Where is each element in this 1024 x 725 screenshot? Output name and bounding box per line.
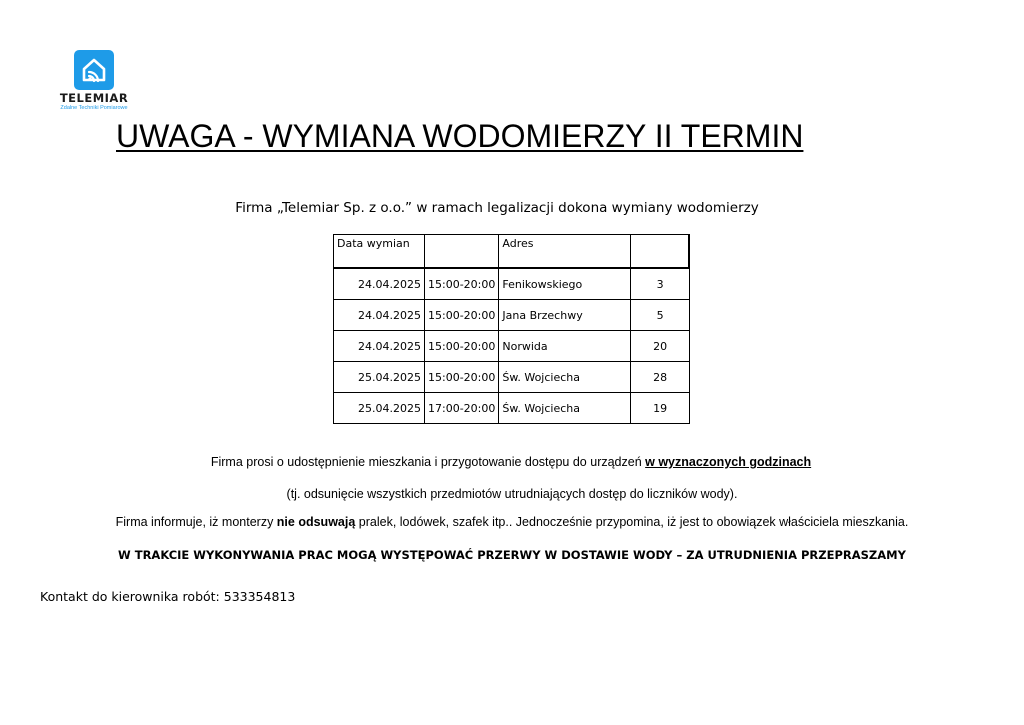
cell-street: Jana Brzechwy <box>499 300 631 331</box>
cell-date: 25.04.2025 <box>334 362 425 393</box>
contact-info: Kontakt do kierownika robót: 533354813 <box>40 589 296 604</box>
cell-time: 15:00-20:00 <box>425 268 499 300</box>
schedule-table <box>333 234 690 424</box>
table-row <box>334 268 690 300</box>
cell-street: Św. Wojciecha <box>499 362 631 393</box>
access-request-text <box>0 455 1022 469</box>
company-logo <box>48 50 140 112</box>
house-wifi-icon <box>74 50 114 90</box>
clearance-note: (tj. odsunięcie wszystkich przedmiotów utrudniających dostęp do liczników wody). <box>286 487 738 501</box>
cell-time: 15:00-20:00 <box>425 300 499 331</box>
table-row <box>334 362 690 393</box>
cell-street: Św. Wojciecha <box>499 393 631 424</box>
cell-date: 24.04.2025 <box>334 331 425 362</box>
table-row <box>334 300 690 331</box>
cell-number: 19 <box>631 393 690 424</box>
cell-time: 15:00-20:00 <box>425 362 499 393</box>
access-request-main: Firma prosi o udostępnienie mieszkania i przygotowanie dostępu do urządzeń <box>210 455 646 469</box>
table-row <box>334 331 690 362</box>
cell-number: 20 <box>631 331 690 362</box>
access-request-emphasis: w wyznaczonych godzinach <box>645 455 812 469</box>
intro-text: Firma „Telemiar Sp. z o.o.” w ramach legalizacji dokona wymiany wodomierzy <box>235 200 759 216</box>
logo-name: TELEMIAR <box>59 91 129 105</box>
table-header-row <box>334 235 690 269</box>
cell-time: 15:00-20:00 <box>425 331 499 362</box>
installers-note-after: pralek, lodówek, szafek itp.. Jednocześnie przypomina, iż jest to obowiązek właściciela mieszkania. <box>355 515 909 529</box>
cell-date: 24.04.2025 <box>334 268 425 300</box>
installers-note <box>0 515 1024 529</box>
cell-number: 5 <box>631 300 690 331</box>
cell-date: 24.04.2025 <box>334 300 425 331</box>
header-date: Data wymian <box>334 235 425 269</box>
cell-time: 17:00-20:00 <box>425 393 499 424</box>
cell-number: 28 <box>631 362 690 393</box>
cell-street: Fenikowskiego <box>499 268 631 300</box>
water-interruption-warning: W TRAKCIE WYKONYWANIA PRAC MOGĄ WYSTĘPOWAĆ PRZERWY W DOSTAWIE WODY – ZA UTRUDNIENIA PRZEPRASZAMY <box>118 548 906 562</box>
installers-note-before: Firma informuje, iż monterzy <box>115 515 277 529</box>
header-number <box>631 235 690 269</box>
installers-note-emphasis: nie odsuwają <box>276 515 356 529</box>
header-address: Adres <box>499 235 631 269</box>
cell-street: Norwida <box>499 331 631 362</box>
logo-tagline: Zdalne Techniki Pomiarowe <box>60 105 128 111</box>
table-row <box>334 393 690 424</box>
header-time <box>425 235 499 269</box>
page-title: UWAGA - WYMIANA WODOMIERZY II TERMIN <box>116 118 804 154</box>
cell-number: 3 <box>631 268 690 300</box>
cell-date: 25.04.2025 <box>334 393 425 424</box>
